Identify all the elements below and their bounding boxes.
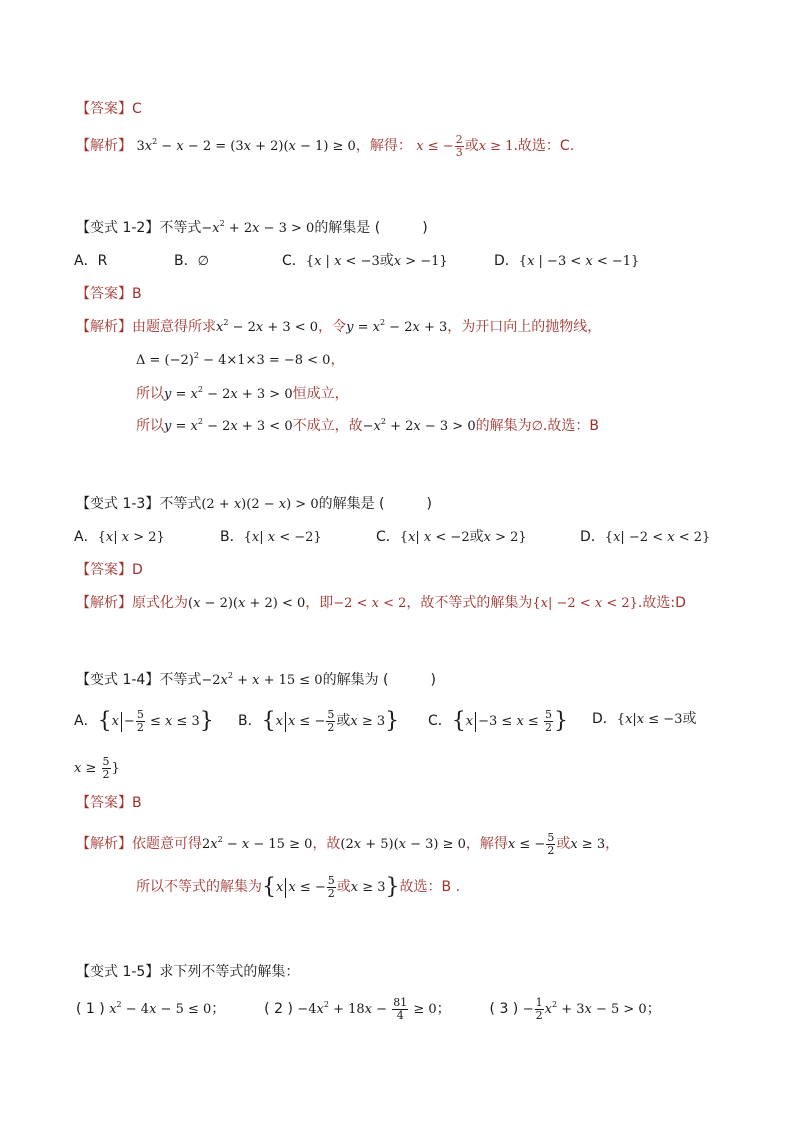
option-D-cont: x ≥ $\frac{5}{2}$ } <box>74 755 120 781</box>
analysis-line-1-2-d: 所以$y = x^2 - 2x + 3 < 0$不成立，故$-x^2 + 2x - 3 > 0$的解集为∅.故选：B <box>136 417 599 434</box>
question-1-4-title: 【变式 1-4】不等式$-2x^2 + x + 15 \le 0$的解集为 ( ) <box>76 671 436 688</box>
option-B: B．{x| x < −2} <box>220 529 322 545</box>
option-A: A．R <box>74 253 108 269</box>
analysis-discriminant: $\Delta = (-2)^2 - 4\times 1\times 3 = -8 < 0$， <box>136 351 345 368</box>
option-C: C．{x| x < −2或x > 2} <box>376 529 527 545</box>
math-inequality: $-x^2 + 2x - 3 > 0$ <box>201 219 315 236</box>
math-solution: x ≤ − $\frac{2}{3}$ <box>416 133 463 159</box>
analysis-line-1-2-c: 所以$y = x^2 - 2x + 3 > 0$恒成立， <box>136 385 349 402</box>
analysis-line-1-4-b: 所以不等式的解集为{x x ≤ − $\frac{5}{2}$ 或x ≥ 3}故选：B . <box>136 874 461 900</box>
math-factorization: $3x^2 - x - 2 = (3x + 2)(x - 1) \ge 0$ <box>136 137 356 154</box>
analysis-line-1-4: 【解析】依题意可得$2x^2 - x - 15 \ge 0$，故(2x + 5)(x − 3) ≥ 0，解得x ≤ − $\frac{5}{2}$ 或x ≥ 3， <box>76 831 620 857</box>
analysis-line-0: 【解析】 $3x^2 - x - 2 = (3x + 2)(x - 1) \ge 0$，解得： x ≤ − $\frac{2}{3}$ 或x ≥ 1.故选：C. <box>76 133 575 159</box>
answer-line-1-4: 【答案】B <box>76 795 142 811</box>
question-1-5-title: 【变式 1-5】求下列不等式的解集： <box>76 964 300 980</box>
option-D: D．{x| −2 < x < 2} <box>580 529 711 545</box>
answer-line-1-3: 【答案】D <box>76 562 143 578</box>
answer-value: C <box>132 101 142 117</box>
option-B: B．{x x ≤ − $\frac{5}{2}$ 或x ≥ 3} <box>238 708 400 734</box>
option-D: D．{x | −3 < x < −1} <box>494 253 640 269</box>
question-1-3-title: 【变式 1-3】不等式(2 + x)(2 − x) > 0的解集是 ( ) <box>76 496 432 512</box>
question-1-2-title: 【变式 1-2】不等式$-x^2 + 2x - 3 > 0$的解集是 ( ) <box>76 219 428 236</box>
option-B: B．∅ <box>174 253 209 269</box>
answer-line-1-2: 【答案】B <box>76 286 142 302</box>
option-D: D．{x|x ≤ −3或 <box>592 711 697 727</box>
analysis-tag: 【解析】 <box>76 138 132 154</box>
analysis-line-1-2: 【解析】由题意得所求$x^2 - 2x + 3 < 0$，令$y = x^2 - 2x + 3$，为开口向上的抛物线， <box>76 318 602 335</box>
option-A: A．{x − $\frac{5}{2}$ ≤ x ≤ 3} <box>74 708 214 734</box>
analysis-line-1-3: 【解析】原式化为(x − 2)(x + 2) < 0，即−2 < x < 2，故不等式的解集为{x| −2 < x < 2}.故选:D <box>76 595 686 611</box>
option-A: A．{x| x > 2} <box>74 529 165 545</box>
option-C: C．{x −3 ≤ x ≤ $\frac{5}{2}$ } <box>428 708 568 734</box>
question-1-5-items: ( 1 ) $x^2 - 4x - 5 \le 0$； ( 2 ) $-4x^2 + 18x$ − $\frac{81}{4}$ ≥ 0； ( 3 ) − $\frac{1}{2}$ $x^2 + 3x - 5 > 0$； <box>76 996 661 1022</box>
answer-tag: 【答案】 <box>76 101 132 117</box>
answer-line-0 <box>76 99 142 119</box>
option-C: C．{x | x < −3或x > −1} <box>282 253 448 269</box>
